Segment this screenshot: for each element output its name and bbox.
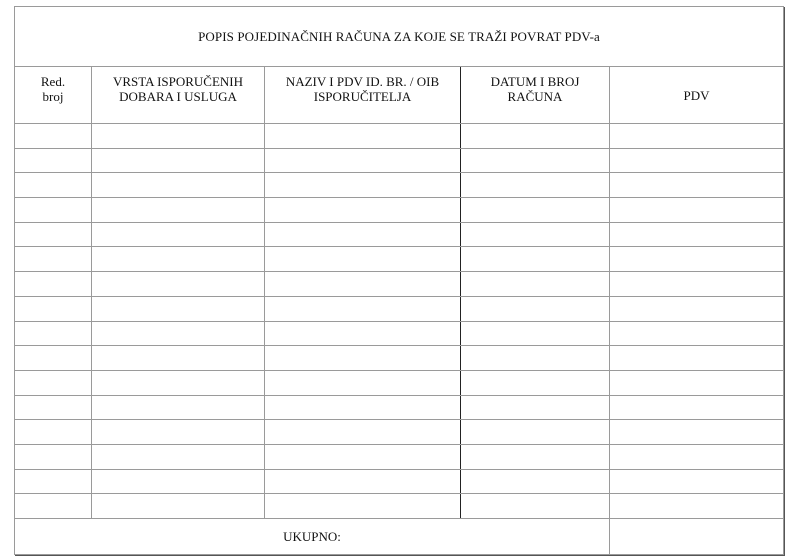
cell-ordinal[interactable]	[15, 420, 92, 445]
cell-invoice-date-number[interactable]	[461, 198, 610, 223]
cell-goods-services[interactable]	[92, 222, 265, 247]
cell-invoice-date-number[interactable]	[461, 222, 610, 247]
table-row	[15, 420, 784, 445]
cell-vat[interactable]	[610, 296, 784, 321]
cell-ordinal[interactable]	[15, 321, 92, 346]
cell-goods-services[interactable]	[92, 247, 265, 272]
cell-invoice-date-number[interactable]	[461, 370, 610, 395]
cell-supplier[interactable]	[265, 420, 461, 445]
cell-goods-services[interactable]	[92, 321, 265, 346]
cell-goods-services[interactable]	[92, 494, 265, 519]
total-label: UKUPNO:	[15, 519, 610, 555]
cell-invoice-date-number[interactable]	[461, 296, 610, 321]
cell-ordinal[interactable]	[15, 198, 92, 223]
cell-vat[interactable]	[610, 346, 784, 371]
table-row	[15, 494, 784, 519]
cell-supplier[interactable]	[265, 222, 461, 247]
cell-supplier[interactable]	[265, 124, 461, 149]
invoice-list-form	[14, 6, 784, 555]
cell-supplier[interactable]	[265, 346, 461, 371]
cell-ordinal[interactable]	[15, 124, 92, 149]
cell-vat[interactable]	[610, 173, 784, 198]
header-ordinal-line2: broj	[42, 89, 64, 104]
cell-supplier[interactable]	[265, 247, 461, 272]
cell-ordinal[interactable]	[15, 222, 92, 247]
cell-vat[interactable]	[610, 469, 784, 494]
cell-goods-services[interactable]	[92, 148, 265, 173]
header-supplier-line1: NAZIV I PDV ID. BR. / OIB	[285, 74, 440, 89]
table-row	[15, 370, 784, 395]
table-row	[15, 222, 784, 247]
cell-vat[interactable]	[610, 395, 784, 420]
cell-invoice-date-number[interactable]	[461, 247, 610, 272]
cell-goods-services[interactable]	[92, 370, 265, 395]
header-goods-line1: VRSTA ISPORUČENIH	[112, 74, 244, 89]
table-row	[15, 395, 784, 420]
table-row	[15, 198, 784, 223]
table-row	[15, 321, 784, 346]
cell-invoice-date-number[interactable]	[461, 420, 610, 445]
cell-vat[interactable]	[610, 247, 784, 272]
cell-vat[interactable]	[610, 494, 784, 519]
table-row	[15, 247, 784, 272]
cell-ordinal[interactable]	[15, 469, 92, 494]
header-goods-services	[92, 67, 265, 124]
header-goods-line2: DOBARA I USLUGA	[119, 89, 237, 104]
form-title: POPIS POJEDINAČNIH RAČUNA ZA KOJE SE TRAŽI POVRAT PDV-a	[15, 7, 784, 67]
table-row	[15, 173, 784, 198]
cell-supplier[interactable]	[265, 395, 461, 420]
cell-invoice-date-number[interactable]	[461, 395, 610, 420]
cell-goods-services[interactable]	[92, 272, 265, 297]
header-supplier-line2: ISPORUČITELJA	[313, 89, 412, 104]
table-row	[15, 148, 784, 173]
cell-supplier[interactable]	[265, 370, 461, 395]
cell-vat[interactable]	[610, 148, 784, 173]
cell-invoice-date-number[interactable]	[461, 148, 610, 173]
total-vat-cell[interactable]	[610, 519, 784, 555]
header-vat: PDV	[610, 67, 784, 124]
cell-supplier[interactable]	[265, 198, 461, 223]
cell-supplier[interactable]	[265, 272, 461, 297]
cell-vat[interactable]	[610, 370, 784, 395]
cell-supplier[interactable]	[265, 296, 461, 321]
cell-goods-services[interactable]	[92, 420, 265, 445]
cell-goods-services[interactable]	[92, 469, 265, 494]
total-row	[15, 519, 784, 555]
cell-supplier[interactable]	[265, 469, 461, 494]
cell-goods-services[interactable]	[92, 173, 265, 198]
title-row	[15, 7, 784, 67]
cell-goods-services[interactable]	[92, 198, 265, 223]
cell-goods-services[interactable]	[92, 346, 265, 371]
header-supplier	[265, 67, 461, 124]
cell-supplier[interactable]	[265, 173, 461, 198]
header-row	[15, 67, 784, 124]
cell-goods-services[interactable]	[92, 395, 265, 420]
header-invoice-date-number	[461, 67, 610, 124]
cell-invoice-date-number[interactable]	[461, 124, 610, 149]
cell-vat[interactable]	[610, 444, 784, 469]
cell-invoice-date-number[interactable]	[461, 444, 610, 469]
table-row	[15, 272, 784, 297]
table-row	[15, 469, 784, 494]
cell-ordinal[interactable]	[15, 272, 92, 297]
header-ordinal-line1: Red.	[40, 74, 66, 89]
cell-invoice-date-number[interactable]	[461, 321, 610, 346]
table-row	[15, 124, 784, 149]
cell-ordinal[interactable]	[15, 370, 92, 395]
cell-ordinal[interactable]	[15, 148, 92, 173]
cell-goods-services[interactable]	[92, 296, 265, 321]
cell-invoice-date-number[interactable]	[461, 173, 610, 198]
cell-ordinal[interactable]	[15, 346, 92, 371]
cell-ordinal[interactable]	[15, 173, 92, 198]
cell-supplier[interactable]	[265, 321, 461, 346]
table-row	[15, 296, 784, 321]
cell-ordinal[interactable]	[15, 395, 92, 420]
cell-ordinal[interactable]	[15, 494, 92, 519]
cell-supplier[interactable]	[265, 494, 461, 519]
header-invoice-line2: RAČUNA	[507, 89, 563, 104]
cell-invoice-date-number[interactable]	[461, 494, 610, 519]
cell-vat[interactable]	[610, 420, 784, 445]
cell-goods-services[interactable]	[92, 444, 265, 469]
cell-vat[interactable]	[610, 321, 784, 346]
cell-supplier[interactable]	[265, 148, 461, 173]
header-invoice-line1: DATUM I BROJ	[490, 74, 580, 89]
cell-ordinal[interactable]	[15, 247, 92, 272]
cell-invoice-date-number[interactable]	[461, 346, 610, 371]
cell-invoice-date-number[interactable]	[461, 469, 610, 494]
cell-invoice-date-number[interactable]	[461, 272, 610, 297]
cell-vat[interactable]	[610, 272, 784, 297]
table-row	[15, 444, 784, 469]
cell-vat[interactable]	[610, 124, 784, 149]
cell-ordinal[interactable]	[15, 444, 92, 469]
header-ordinal	[15, 67, 92, 124]
table-row	[15, 346, 784, 371]
cell-vat[interactable]	[610, 222, 784, 247]
cell-vat[interactable]	[610, 198, 784, 223]
cell-supplier[interactable]	[265, 444, 461, 469]
cell-goods-services[interactable]	[92, 124, 265, 149]
cell-ordinal[interactable]	[15, 296, 92, 321]
